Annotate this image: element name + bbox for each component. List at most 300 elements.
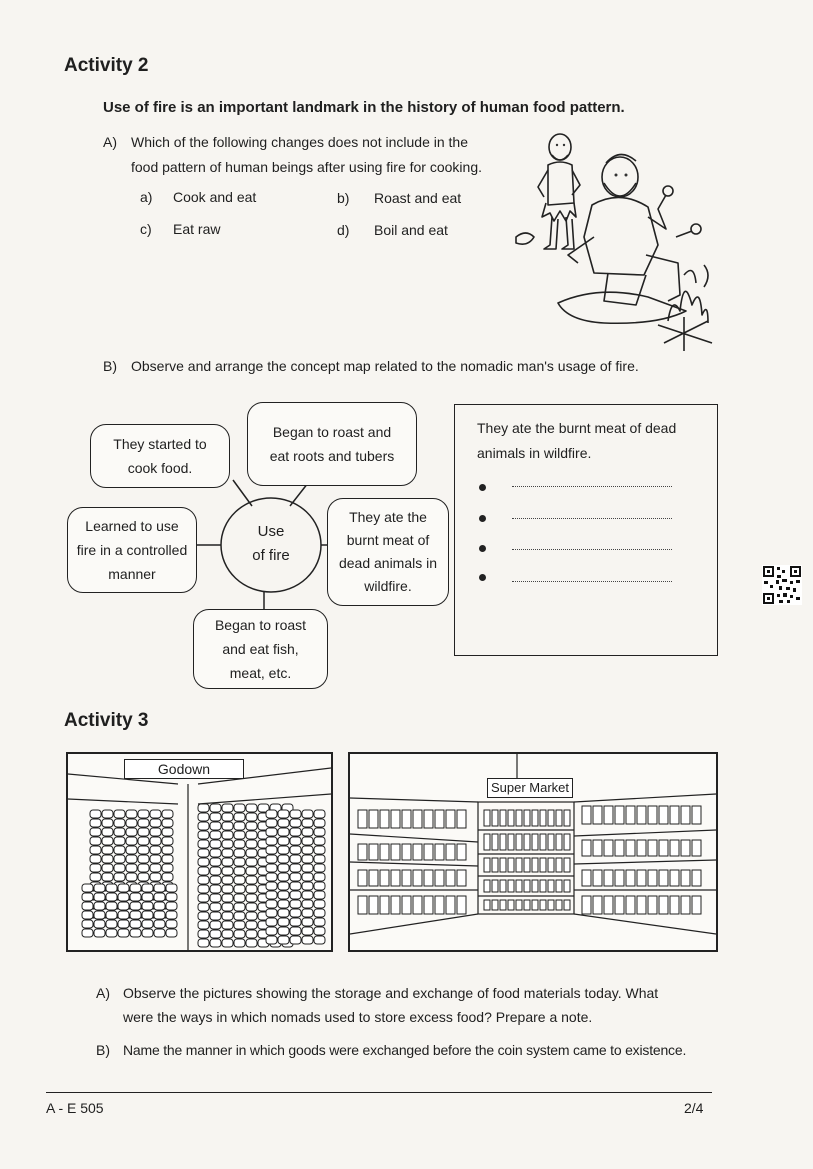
sack <box>278 864 289 872</box>
sack <box>234 930 245 938</box>
sack <box>166 929 177 937</box>
answer-box-line1: They ate the burnt meat of dead <box>477 420 677 436</box>
bullet-4 <box>479 574 486 581</box>
sack <box>302 828 313 836</box>
shelf-item <box>564 834 570 850</box>
sack <box>246 885 257 893</box>
shelf-item <box>524 834 530 850</box>
option-d-text: Boil and eat <box>374 222 448 238</box>
sack <box>138 828 149 836</box>
sack <box>90 810 101 818</box>
shelf-item <box>484 900 490 910</box>
shelf-item <box>556 880 562 892</box>
sack <box>222 876 233 884</box>
sack <box>314 918 325 926</box>
sack <box>290 810 301 818</box>
sack <box>198 903 209 911</box>
sack <box>314 882 325 890</box>
sack <box>290 891 301 899</box>
sack <box>162 855 173 863</box>
sack <box>106 929 117 937</box>
shelf-item <box>413 896 422 914</box>
shelf-item <box>500 880 506 892</box>
sack <box>82 893 93 901</box>
sack <box>154 884 165 892</box>
sack <box>314 936 325 944</box>
sack <box>166 893 177 901</box>
shelf-item <box>484 858 490 872</box>
sack <box>150 837 161 845</box>
sack <box>266 909 277 917</box>
shelf-item <box>500 900 506 910</box>
sack <box>314 864 325 872</box>
sack <box>162 828 173 836</box>
node-fish-meat <box>193 609 328 689</box>
sack <box>162 819 173 827</box>
sack <box>150 819 161 827</box>
sack <box>130 893 141 901</box>
option-d-letter: d) <box>337 222 350 238</box>
shelf-item <box>604 896 613 914</box>
sack <box>138 855 149 863</box>
shelf-item <box>582 896 591 914</box>
sack <box>142 920 153 928</box>
sack <box>138 864 149 872</box>
answer-blank-2[interactable] <box>512 518 672 519</box>
shelf-item <box>532 810 538 826</box>
shelf-item <box>516 900 522 910</box>
sack <box>314 873 325 881</box>
sack <box>210 867 221 875</box>
sack <box>266 837 277 845</box>
sack <box>138 873 149 881</box>
sack <box>114 810 125 818</box>
sack <box>154 902 165 910</box>
shelf-item <box>692 896 701 914</box>
sack <box>126 810 137 818</box>
sack <box>290 846 301 854</box>
sack <box>130 929 141 937</box>
sack <box>234 813 245 821</box>
sack <box>106 920 117 928</box>
sack <box>246 903 257 911</box>
sack <box>234 858 245 866</box>
node-burnt-meat <box>327 498 449 606</box>
sack <box>210 822 221 830</box>
sack <box>234 831 245 839</box>
shelf-item <box>402 896 411 914</box>
sack <box>198 822 209 830</box>
sack <box>210 831 221 839</box>
shelf-item <box>532 900 538 910</box>
shelf-item <box>380 896 389 914</box>
shelf-item <box>593 806 602 824</box>
node-controlled-fire-line2: fire in a controlled <box>76 542 188 558</box>
sack <box>278 909 289 917</box>
godown-sacks-drawing <box>68 754 331 950</box>
sack <box>106 884 117 892</box>
shelf-item <box>492 880 498 892</box>
sack <box>106 893 117 901</box>
sack <box>266 855 277 863</box>
shelf-item <box>637 840 646 856</box>
shelf-item <box>446 896 455 914</box>
shelf-item <box>492 858 498 872</box>
shelf-item <box>540 810 546 826</box>
answer-blank-4[interactable] <box>512 581 672 582</box>
sack <box>114 864 125 872</box>
shelf-item <box>564 810 570 826</box>
supermarket-sign: Super Market <box>487 778 573 798</box>
bullet-3 <box>479 545 486 552</box>
shelf-item <box>681 870 690 886</box>
sack <box>154 893 165 901</box>
answer-blank-1[interactable] <box>512 486 672 487</box>
sack <box>290 927 301 935</box>
shelf-item <box>435 870 444 886</box>
sack <box>82 911 93 919</box>
sack <box>154 920 165 928</box>
shelf-item <box>402 870 411 886</box>
sack <box>222 921 233 929</box>
node-roots-tubers <box>247 402 417 486</box>
sack <box>302 900 313 908</box>
sack <box>266 864 277 872</box>
sack <box>126 864 137 872</box>
sack <box>94 920 105 928</box>
sack <box>314 855 325 863</box>
shelf-item <box>670 870 679 886</box>
sack <box>222 894 233 902</box>
footer-code: A - E 505 <box>46 1100 104 1116</box>
sack <box>102 873 113 881</box>
sack <box>162 837 173 845</box>
shelf-item <box>659 870 668 886</box>
sack <box>90 828 101 836</box>
shelf-item <box>524 880 530 892</box>
node-controlled-fire <box>67 507 197 593</box>
sack <box>210 849 221 857</box>
sack <box>138 837 149 845</box>
shelf-item <box>380 844 389 860</box>
sack <box>246 939 257 947</box>
godown-sign: Godown <box>124 759 244 779</box>
shelf-item <box>681 896 690 914</box>
sack <box>114 855 125 863</box>
shelf-item <box>556 810 562 826</box>
shelf-item <box>681 806 690 824</box>
shelf-item <box>369 870 378 886</box>
shelf-item <box>524 900 530 910</box>
sack <box>266 846 277 854</box>
shelf-item <box>593 870 602 886</box>
sack <box>314 846 325 854</box>
sack <box>166 920 177 928</box>
sack <box>246 849 257 857</box>
shelf-item <box>556 858 562 872</box>
sack <box>266 819 277 827</box>
sack <box>246 804 257 812</box>
node-controlled-fire-line3: manner <box>108 566 156 582</box>
shelf-item <box>508 858 514 872</box>
shelf-item <box>457 870 466 886</box>
sack <box>234 804 245 812</box>
sack <box>234 822 245 830</box>
sack <box>234 939 245 947</box>
shelf-item <box>435 810 444 828</box>
sack <box>302 936 313 944</box>
sack <box>278 855 289 863</box>
sack <box>222 939 233 947</box>
sack <box>102 810 113 818</box>
shelf-item <box>615 806 624 824</box>
answer-blank-3[interactable] <box>512 549 672 550</box>
shelf-item <box>391 844 400 860</box>
node-controlled-fire-line1: Learned to use <box>85 518 179 534</box>
shelf-item <box>413 810 422 828</box>
shelf-item <box>540 834 546 850</box>
shelf-item <box>391 896 400 914</box>
sack <box>302 855 313 863</box>
shelf-item <box>508 834 514 850</box>
sack <box>234 903 245 911</box>
shelf-item <box>446 870 455 886</box>
sack <box>302 810 313 818</box>
shelf-item <box>391 810 400 828</box>
option-c-letter: c) <box>140 221 152 237</box>
sack <box>278 918 289 926</box>
shelf-item <box>457 896 466 914</box>
node-started-cooking-line1: They started to <box>113 436 207 452</box>
sack <box>142 893 153 901</box>
shelf-item <box>516 810 522 826</box>
sack <box>266 927 277 935</box>
sack <box>162 873 173 881</box>
answer-box <box>454 404 718 656</box>
shelf-item <box>582 806 591 824</box>
shelf-item <box>637 870 646 886</box>
question-a-letter: A) <box>103 134 117 150</box>
shelf-item <box>604 840 613 856</box>
shelf-item <box>500 810 506 826</box>
sack <box>302 846 313 854</box>
sack <box>210 912 221 920</box>
sack <box>126 837 137 845</box>
sack <box>278 873 289 881</box>
sack <box>138 810 149 818</box>
shelf-item <box>492 810 498 826</box>
sack <box>150 846 161 854</box>
sack <box>222 858 233 866</box>
activity-3-question-b-text: Name the manner in which goods were exchanged before the coin system came to existence. <box>123 1042 687 1058</box>
sack <box>266 918 277 926</box>
shelf-item <box>424 844 433 860</box>
shelf-item <box>615 870 624 886</box>
node-started-cooking <box>90 424 230 488</box>
question-a-line2: food pattern of human beings after using fire for cooking. <box>131 159 482 175</box>
shelf-item <box>402 810 411 828</box>
question-a-line1: Which of the following changes does not include in the <box>131 134 468 150</box>
shelf-item <box>500 858 506 872</box>
sack <box>138 846 149 854</box>
shelf-item <box>532 834 538 850</box>
shelf-item <box>692 806 701 824</box>
sack <box>246 894 257 902</box>
sack <box>210 903 221 911</box>
shelf-item <box>692 870 701 886</box>
shelf-item <box>524 858 530 872</box>
sack <box>290 918 301 926</box>
sack <box>222 831 233 839</box>
sack <box>198 894 209 902</box>
node-burnt-meat-line3: dead animals in <box>338 555 438 571</box>
sack <box>102 819 113 827</box>
sack <box>290 864 301 872</box>
shelf-item <box>648 840 657 856</box>
sack <box>290 828 301 836</box>
sack <box>290 882 301 890</box>
shelf-item <box>593 896 602 914</box>
sack <box>222 840 233 848</box>
sack <box>162 864 173 872</box>
sack <box>106 902 117 910</box>
sack <box>222 804 233 812</box>
sack <box>126 819 137 827</box>
sack <box>94 902 105 910</box>
shelf-item <box>369 810 378 828</box>
shelf-item <box>413 844 422 860</box>
sack <box>266 936 277 944</box>
shelf-item <box>548 880 554 892</box>
sack <box>302 882 313 890</box>
shelf-item <box>492 834 498 850</box>
sack <box>278 819 289 827</box>
sack <box>302 873 313 881</box>
activity-2-heading: Activity 2 <box>64 55 149 76</box>
shelf-item <box>380 810 389 828</box>
sack <box>130 911 141 919</box>
sack <box>302 819 313 827</box>
shelf-item <box>391 870 400 886</box>
option-c-text: Eat raw <box>173 221 221 237</box>
shelf-item <box>457 810 466 828</box>
sack <box>210 858 221 866</box>
sack <box>222 813 233 821</box>
shelf-item <box>457 844 466 860</box>
shelf-item <box>564 858 570 872</box>
shelf-item <box>435 844 444 860</box>
sack <box>154 929 165 937</box>
shelf-item <box>637 896 646 914</box>
shelf-item <box>564 900 570 910</box>
sack <box>90 846 101 854</box>
shelf-item <box>358 844 367 860</box>
sack <box>198 804 209 812</box>
shelf-item <box>648 870 657 886</box>
shelf-item <box>516 858 522 872</box>
question-b-letter: B) <box>103 358 117 374</box>
sack <box>266 828 277 836</box>
sack <box>314 927 325 935</box>
bullet-2 <box>479 515 486 522</box>
sack <box>234 867 245 875</box>
shelf-item <box>659 840 668 856</box>
shelf-item <box>548 900 554 910</box>
sack <box>166 884 177 892</box>
shelf-item <box>582 870 591 886</box>
shelf-item <box>516 834 522 850</box>
shelf-item <box>626 806 635 824</box>
node-burnt-meat-line4: wildfire. <box>364 578 412 594</box>
sack <box>246 930 257 938</box>
sack <box>198 921 209 929</box>
sack <box>278 900 289 908</box>
shelf-item <box>626 840 635 856</box>
sack <box>246 876 257 884</box>
sack <box>266 882 277 890</box>
shelf-item <box>692 840 701 856</box>
node-roots-tubers-line1: Began to roast and <box>272 424 392 440</box>
sack <box>266 900 277 908</box>
sack <box>198 849 209 857</box>
sack <box>82 884 93 892</box>
shelf-item <box>402 844 411 860</box>
shelf-item <box>626 870 635 886</box>
sack <box>126 828 137 836</box>
sack <box>130 902 141 910</box>
sack <box>246 822 257 830</box>
shelf-item <box>524 810 530 826</box>
sack <box>278 891 289 899</box>
sack <box>114 846 125 854</box>
sack <box>90 837 101 845</box>
shelf-item <box>582 840 591 856</box>
sack <box>314 909 325 917</box>
sack <box>266 873 277 881</box>
sack <box>114 819 125 827</box>
shelf-item <box>659 896 668 914</box>
shelf-item <box>446 810 455 828</box>
sack <box>198 858 209 866</box>
sack <box>234 849 245 857</box>
node-fish-meat-line3: meat, etc. <box>229 665 292 681</box>
sack <box>266 891 277 899</box>
sack <box>222 912 233 920</box>
sack <box>102 837 113 845</box>
sack <box>278 828 289 836</box>
sack <box>246 912 257 920</box>
sack <box>198 885 209 893</box>
sack <box>94 884 105 892</box>
concept-map-center <box>221 520 321 568</box>
sack <box>198 813 209 821</box>
sack <box>114 828 125 836</box>
shelf-item <box>358 870 367 886</box>
node-burnt-meat-line2: burnt meat of <box>346 532 430 548</box>
sack <box>138 819 149 827</box>
shelf-item <box>369 896 378 914</box>
sack <box>246 840 257 848</box>
shelf-item <box>532 880 538 892</box>
shelf-item <box>556 900 562 910</box>
sack <box>290 936 301 944</box>
shelf-item <box>615 840 624 856</box>
node-burnt-meat-line1: They ate the <box>349 509 427 525</box>
sack <box>266 810 277 818</box>
sack <box>102 828 113 836</box>
option-b-text: Roast and eat <box>374 190 462 206</box>
sack <box>198 876 209 884</box>
